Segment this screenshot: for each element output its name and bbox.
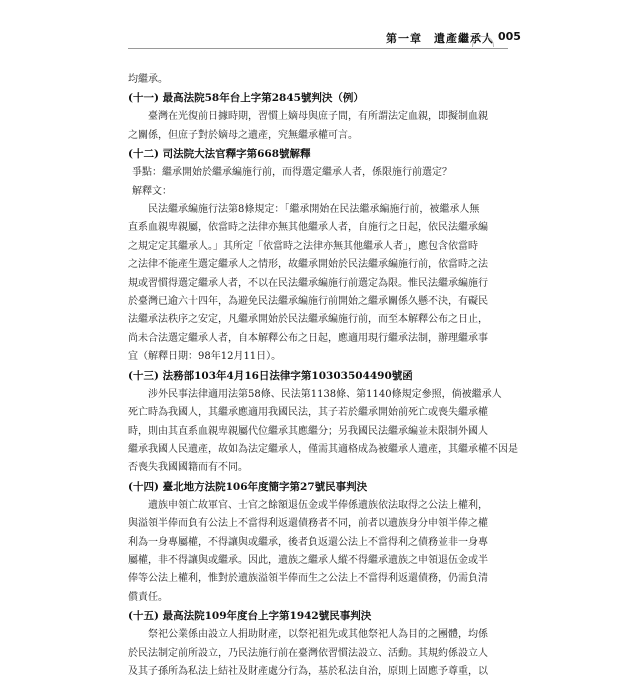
running-header xyxy=(0,28,640,52)
text-line: 屬權，非不得讓與或繼承。因此，遺族之繼承人縱不得繼承遺族之申領退伍金或半 xyxy=(128,554,488,566)
text-line: 之規定定其繼承人。」其所定「依當時之法律亦無其他繼承人者」，應包含依當時 xyxy=(128,240,478,252)
text-line: 及其子孫所為私法上結社及財產處分行為，基於私法自治，原則上固應予尊重，以 xyxy=(128,665,488,677)
page-body xyxy=(128,71,520,681)
text-line: 時，則由其直系血親卑親屬代位繼承其應繼分；另我國民法繼承編並未限制外國人 xyxy=(128,425,488,437)
section-heading: (十二) 司法院大法官釋字第668號解釋 xyxy=(128,148,311,161)
section-heading: (十三) 法務部103年4月16日法律字第10303504490號函 xyxy=(128,369,413,382)
text-line: 法繼承法秩序之安定，凡繼承開始於民法繼承編施行前，而至本解釋公布之日止， xyxy=(128,314,488,326)
text-line: 與溢領半俸而負有公法上不當得利返還債務者不同，前者以遺族身分申領半俸之權 xyxy=(128,518,488,530)
text-line: 償責任。 xyxy=(128,591,168,603)
text-line: 尚未合法選定繼承人者，自本解釋公布之日起，應適用現行繼承法制，辦理繼承事 xyxy=(128,332,488,344)
paragraph-first-line: 臺灣在光復前日據時期，習慣上嫡母與庶子間，有所謂法定血親，即擬制血親 xyxy=(148,111,488,123)
text-line: 利為一身專屬權，不得讓與或繼承，後者負返還公法上不當得利之債務並非一身專 xyxy=(128,536,488,548)
text-line: 俸等公法上權利，惟對於遺族溢領半俸而生之公法上不當得利返還債務，仍需負清 xyxy=(128,573,488,585)
text-line: 於臺灣已逾六十四年，為避免民法繼承編施行前開始之繼承關係久懸不決，有礙民 xyxy=(128,296,488,308)
text-line: 規或習慣得選定繼承人者，不以在民法繼承編施行前選定為限。惟民法繼承編施行 xyxy=(128,277,488,289)
paragraph-first-line: 涉外民事法律適用法第58條、民法第1138條、第1140條規定參照，倘被繼承人 xyxy=(148,388,502,400)
header-rule xyxy=(128,48,508,49)
paragraph-first-line: 遺族申領亡故軍官、士官之餘額退伍金或半俸係遺族依法取得之公法上權利， xyxy=(148,499,488,511)
text-line: 宜（解釋日期：98年12月11日）。 xyxy=(128,351,282,363)
paragraph-first-line: 民法繼承編施行法第8條規定：「繼承開始在民法繼承編施行前，被繼承人無 xyxy=(148,204,480,216)
text-line: 之關係，但庶子對於嫡母之遺產，究無繼承權可言。 xyxy=(128,129,358,141)
text-line: 於民法制定前所設立，乃民法施行前在臺灣依習慣法設立、活動。其規約係設立人 xyxy=(128,647,488,659)
page-number: 005 xyxy=(498,30,521,43)
section-heading: (十四) 臺北地方法院106年度簡字第27號民事判決 xyxy=(128,480,368,493)
section-heading: (十五) 最高法院109年度台上字第1942號民事判決 xyxy=(128,610,372,623)
text-line: 繼承我國人民遺產，故如為法定繼承人，僅需其適格成為被繼承人遺產，其繼承權不因是 xyxy=(128,443,518,455)
text-line: 死亡時為我國人，其繼承應適用我國民法，其子若於繼承開始前死亡或喪失繼承權 xyxy=(128,407,488,419)
text-line: 之法律不能產生選定繼承人之情形，故繼承開始於民法繼承編施行前，依當時之法 xyxy=(128,259,488,271)
chapter-title: 第一章 遺產繼承人 xyxy=(386,32,494,45)
section-heading: (十一) 最高法院58年台上字第2845號判決（例） xyxy=(128,92,364,105)
text-line: 直系血親卑親屬，依當時之法律亦無其他繼承人者，自施行之日起，依民法繼承編 xyxy=(128,222,488,234)
header-ornament-icon xyxy=(472,36,494,47)
text-line: 均繼承。 xyxy=(128,74,168,85)
text-line: 否喪失我國國籍而有不同。 xyxy=(128,462,248,474)
sub-label-line: 解釋文： xyxy=(132,185,172,197)
paragraph-first-line: 祭祀公業係由設立人捐助財產，以祭祀祖先或其他祭祀人為目的之團體，均係 xyxy=(148,629,488,641)
sub-label-line: 爭點：繼承開始於繼承編施行前，而得選定繼承人者，係限施行前選定？ xyxy=(132,167,452,179)
